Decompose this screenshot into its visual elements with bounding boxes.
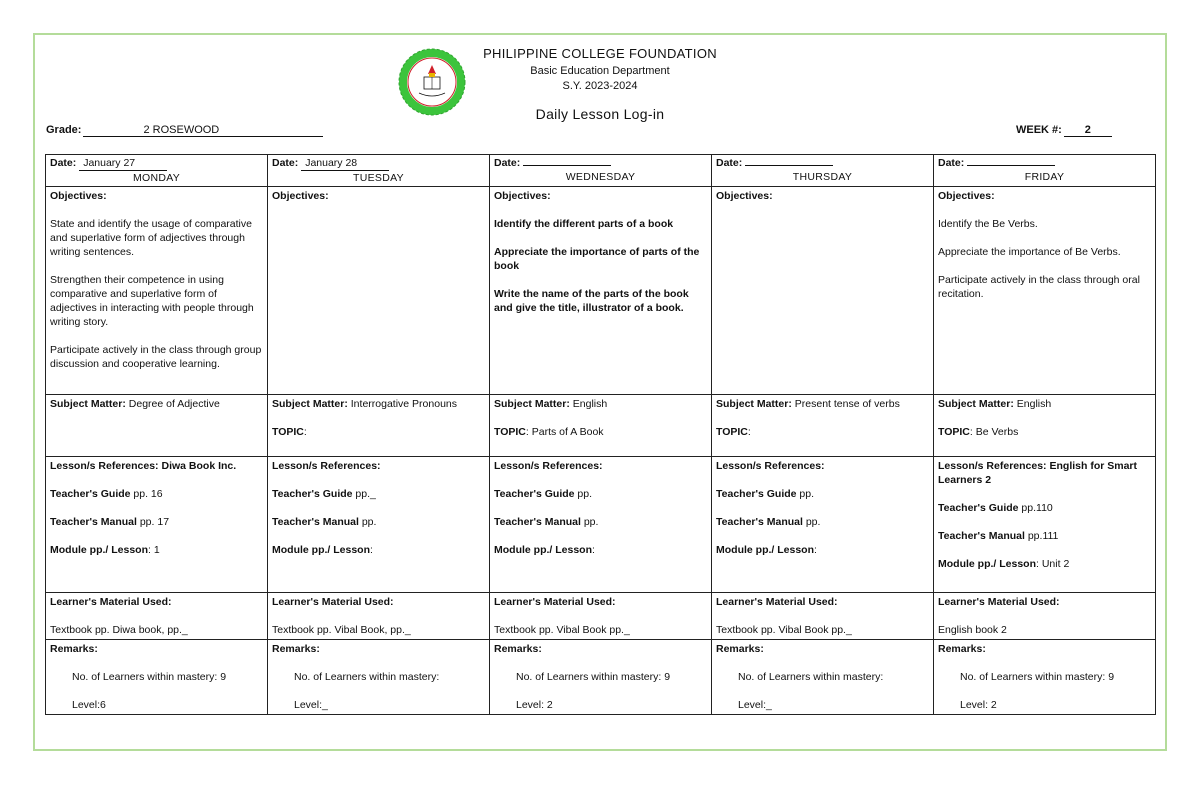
subject-label: Subject Matter: [938, 398, 1014, 410]
spacer [50, 473, 263, 487]
objectives-cell [46, 187, 268, 395]
obj-row [46, 187, 1156, 395]
spacer [494, 609, 707, 623]
date-line [938, 156, 1151, 170]
school-name: PHILIPPINE COLLEGE FOUNDATION [483, 46, 717, 61]
subject-value: English [1016, 398, 1052, 410]
day-header-cell [934, 155, 1156, 187]
references-cell [490, 457, 712, 593]
module-lesson-line [716, 543, 929, 557]
learners-material-value: Textbook pp. Vibal Book pp._ [494, 624, 630, 636]
objective-item: Participate actively in the class through oral recitation. [938, 274, 1140, 300]
objectives-cell [490, 187, 712, 395]
objective-item: Appreciate the importance of parts of the book [494, 246, 700, 272]
teachers-manual-value: pp.111 [1027, 530, 1059, 542]
subject-line [494, 397, 707, 411]
spacer [50, 329, 263, 343]
spacer [50, 684, 263, 698]
date-value: January 27 [79, 156, 167, 171]
learners-material-label: Learner's Material Used: [494, 596, 616, 608]
topic-line [938, 425, 1151, 439]
references-value: Diwa Book Inc. [161, 460, 237, 472]
spacer [494, 411, 707, 425]
teachers-guide-line [938, 501, 1151, 515]
spacer [938, 515, 1151, 529]
references-line [50, 459, 263, 473]
mastery-level: Level:_ [294, 699, 328, 711]
mastery-count: No. of Learners within mastery: [738, 671, 884, 683]
remarks-cell [46, 640, 268, 715]
lm-row [46, 593, 1156, 640]
topic-line [272, 425, 485, 439]
week-value: 2 [1064, 124, 1112, 137]
references-cell [46, 457, 268, 593]
objectives-cell [712, 187, 934, 395]
date-label: Date: [938, 157, 965, 169]
subject-matter-cell [712, 395, 934, 457]
day-name: FRIDAY [1024, 171, 1065, 183]
module-lesson-line [938, 557, 1151, 571]
learners-material-label: Learner's Material Used: [716, 596, 838, 608]
school-year: S.Y. 2023-2024 [562, 80, 638, 92]
teachers-manual-value: pp. [805, 516, 821, 528]
objective-item: State and identify the usage of comparative and superlative form of adjectives through writing sentences. [50, 218, 252, 258]
date-value [523, 165, 611, 166]
learners-material-label: Learner's Material Used: [50, 596, 172, 608]
spacer [494, 656, 707, 670]
date-line [50, 156, 263, 171]
subject-line [938, 397, 1151, 411]
spacer [272, 501, 485, 515]
remarks-label: Remarks: [938, 643, 986, 655]
learners-material-cell [268, 593, 490, 640]
teachers-guide-label: Teacher's Guide [494, 488, 575, 500]
date-label: Date: [272, 157, 299, 169]
mastery-count: No. of Learners within mastery: 9 [516, 671, 671, 683]
teachers-guide-value: pp.110 [1021, 502, 1053, 514]
objective-item: Write the name of the parts of the book and give the title, illustrator of a book. [494, 288, 689, 314]
subject-label: Subject Matter: [272, 398, 348, 410]
learners-material-cell [712, 593, 934, 640]
grade-label: Grade: [46, 124, 82, 136]
topic-label: TOPIC [494, 426, 526, 438]
teachers-guide-line [50, 487, 263, 501]
spacer [494, 203, 707, 217]
spacer [50, 609, 263, 623]
spacer [272, 473, 485, 487]
subject-matter-cell [934, 395, 1156, 457]
module-lesson-value: : [814, 544, 817, 556]
teachers-guide-line [494, 487, 707, 501]
module-lesson-label: Module pp./ Lesson [938, 558, 1037, 570]
remarks-label: Remarks: [716, 643, 764, 655]
teachers-manual-value: pp. 17 [139, 516, 170, 528]
objectives-cell [268, 187, 490, 395]
learners-material-value: English book 2 [938, 624, 1007, 636]
learners-material-cell [934, 593, 1156, 640]
references-line [716, 459, 929, 473]
objectives-label: Objectives: [494, 190, 551, 202]
spacer [716, 411, 929, 425]
topic-value: : Be Verbs [969, 426, 1019, 438]
subject-value: Interrogative Pronouns [350, 398, 457, 410]
remarks-cell [490, 640, 712, 715]
document-title: Daily Lesson Log-in [535, 106, 665, 122]
learners-material-value: Textbook pp. Diwa book, pp._ [50, 624, 188, 636]
module-lesson-label: Module pp./ Lesson [50, 544, 149, 556]
references-cell [712, 457, 934, 593]
teachers-guide-value: pp. [577, 488, 593, 500]
topic-value: : [303, 426, 307, 438]
remarks-cell [934, 640, 1156, 715]
references-line [272, 459, 485, 473]
teachers-manual-line [50, 515, 263, 529]
objectives-label: Objectives: [272, 190, 329, 202]
spacer [938, 656, 1151, 670]
references-label: Lesson/s References: [50, 460, 159, 472]
references-line [494, 459, 707, 473]
mastery-count: No. of Learners within mastery: 9 [960, 671, 1115, 683]
spacer [716, 684, 929, 698]
day-header-cell [490, 155, 712, 187]
spacer [938, 684, 1151, 698]
teachers-manual-label: Teacher's Manual [494, 516, 581, 528]
topic-label: TOPIC [272, 426, 304, 438]
date-value [967, 165, 1055, 166]
spacer [50, 501, 263, 515]
subject-matter-cell [490, 395, 712, 457]
spacer [494, 529, 707, 543]
module-lesson-label: Module pp./ Lesson [716, 544, 815, 556]
spacer [938, 203, 1151, 217]
learners-material-cell [490, 593, 712, 640]
objective-item: Participate actively in the class through group discussion and cooperative learning. [50, 344, 262, 370]
remarks-label: Remarks: [50, 643, 98, 655]
ref-row [46, 457, 1156, 593]
teachers-guide-label: Teacher's Guide [716, 488, 797, 500]
subject-value: Present tense of verbs [794, 398, 900, 410]
learners-material-value: Textbook pp. Vibal Book, pp._ [272, 624, 411, 636]
learners-material-value: Textbook pp. Vibal Book pp._ [716, 624, 852, 636]
topic-value: : Parts of A Book [525, 426, 604, 438]
teachers-guide-value: pp._ [355, 488, 376, 500]
objectives-label: Objectives: [50, 190, 107, 202]
spacer [716, 529, 929, 543]
teachers-guide-value: pp. [799, 488, 815, 500]
subject-line [716, 397, 929, 411]
topic-label: TOPIC [716, 426, 748, 438]
spacer [494, 273, 707, 287]
week-field [1016, 124, 1112, 137]
rem-row [46, 640, 1156, 715]
spacer [938, 487, 1151, 501]
teachers-manual-label: Teacher's Manual [938, 530, 1025, 542]
module-lesson-value: : [370, 544, 373, 556]
spacer [494, 231, 707, 245]
teachers-manual-label: Teacher's Manual [50, 516, 137, 528]
spacer [938, 231, 1151, 245]
teachers-guide-value: pp. 16 [133, 488, 163, 500]
date-value: January 28 [301, 156, 389, 171]
grade-value: 2 ROSEWOOD [83, 124, 323, 137]
teachers-guide-label: Teacher's Guide [50, 488, 131, 500]
spacer [938, 411, 1151, 425]
module-lesson-value: : Unit 2 [1036, 558, 1070, 570]
spacer [716, 501, 929, 515]
references-label: Lesson/s References: [716, 460, 825, 472]
date-line [272, 156, 485, 171]
learners-material-label: Learner's Material Used: [272, 596, 394, 608]
spacer [716, 473, 929, 487]
module-lesson-line [494, 543, 707, 557]
subject-matter-cell [46, 395, 268, 457]
references-label: Lesson/s References: [494, 460, 603, 472]
spacer [938, 259, 1151, 273]
remarks-cell [268, 640, 490, 715]
day-header-cell [268, 155, 490, 187]
teachers-guide-line [272, 487, 485, 501]
spacer [272, 684, 485, 698]
spacer [716, 609, 929, 623]
day-name: TUESDAY [353, 172, 404, 184]
spacer [50, 656, 263, 670]
topic-line [716, 425, 929, 439]
module-lesson-label: Module pp./ Lesson [494, 544, 593, 556]
day-header-cell [712, 155, 934, 187]
remarks-label: Remarks: [494, 643, 542, 655]
spacer [494, 473, 707, 487]
spacer [272, 411, 485, 425]
references-cell [268, 457, 490, 593]
references-label: Lesson/s References: [272, 460, 381, 472]
subject-value: Degree of Adjective [128, 398, 220, 410]
mastery-level: Level:_ [738, 699, 772, 711]
spacer [938, 543, 1151, 557]
date-line [716, 156, 929, 170]
topic-line [494, 425, 707, 439]
dayhdr-r-row [46, 155, 1156, 187]
teachers-manual-label: Teacher's Manual [716, 516, 803, 528]
date-line [494, 156, 707, 170]
department-name: Basic Education Department [530, 65, 670, 77]
learners-material-label: Learner's Material Used: [938, 596, 1060, 608]
subject-matter-cell [268, 395, 490, 457]
references-line [938, 459, 1151, 487]
date-label: Date: [494, 157, 521, 169]
teachers-manual-line [494, 515, 707, 529]
mastery-level: Level: 2 [960, 699, 997, 711]
subj-row [46, 395, 1156, 457]
topic-label: TOPIC [938, 426, 970, 438]
week-label: WEEK #: [1016, 124, 1062, 136]
subject-label: Subject Matter: [494, 398, 570, 410]
mastery-level: Level: 2 [516, 699, 553, 711]
references-value: English for Smart Learners 2 [938, 460, 1137, 486]
objectives-label: Objectives: [938, 190, 995, 202]
spacer [494, 684, 707, 698]
day-header-cell [46, 155, 268, 187]
objective-item: Appreciate the importance of Be Verbs. [938, 246, 1121, 258]
day-name: MONDAY [132, 172, 181, 184]
lesson-log-table [45, 154, 1156, 715]
subject-label: Subject Matter: [50, 398, 126, 410]
objectives-cell [934, 187, 1156, 395]
module-lesson-line [50, 543, 263, 557]
topic-value: : [747, 426, 751, 438]
grade-field [46, 124, 323, 137]
teachers-manual-label: Teacher's Manual [272, 516, 359, 528]
teachers-guide-label: Teacher's Guide [272, 488, 353, 500]
subject-value: English [572, 398, 608, 410]
remarks-cell [712, 640, 934, 715]
date-label: Date: [50, 157, 77, 169]
spacer [494, 501, 707, 515]
teachers-manual-value: pp. [583, 516, 599, 528]
objective-item: Identify the Be Verbs. [938, 218, 1038, 230]
references-cell [934, 457, 1156, 593]
module-lesson-line [272, 543, 485, 557]
subject-label: Subject Matter: [716, 398, 792, 410]
spacer [716, 656, 929, 670]
subject-line [50, 397, 263, 411]
teachers-manual-line [938, 529, 1151, 543]
teachers-guide-label: Teacher's Guide [938, 502, 1019, 514]
mastery-count: No. of Learners within mastery: [294, 671, 440, 683]
spacer [938, 609, 1151, 623]
subject-line [272, 397, 485, 411]
spacer [272, 529, 485, 543]
day-name: WEDNESDAY [565, 171, 636, 183]
teachers-manual-line [272, 515, 485, 529]
spacer [50, 529, 263, 543]
learners-material-cell [46, 593, 268, 640]
mastery-level: Level:6 [72, 699, 106, 711]
references-label: Lesson/s References: [938, 460, 1047, 472]
mastery-count: No. of Learners within mastery: 9 [72, 671, 227, 683]
remarks-label: Remarks: [272, 643, 320, 655]
teachers-guide-line [716, 487, 929, 501]
spacer [50, 259, 263, 273]
objectives-label: Objectives: [716, 190, 773, 202]
objective-item: Strengthen their competence in using comparative and superlative form of adjectives in interacting with people through writing story. [50, 274, 254, 328]
teachers-manual-value: pp. [361, 516, 377, 528]
spacer [50, 203, 263, 217]
date-value [745, 165, 833, 166]
date-label: Date: [716, 157, 743, 169]
teachers-manual-line [716, 515, 929, 529]
module-lesson-value: : [592, 544, 595, 556]
spacer [272, 609, 485, 623]
module-lesson-value: : 1 [148, 544, 160, 556]
spacer [272, 656, 485, 670]
day-name: THURSDAY [792, 171, 853, 183]
module-lesson-label: Module pp./ Lesson [272, 544, 371, 556]
objective-item: Identify the different parts of a book [494, 218, 674, 230]
